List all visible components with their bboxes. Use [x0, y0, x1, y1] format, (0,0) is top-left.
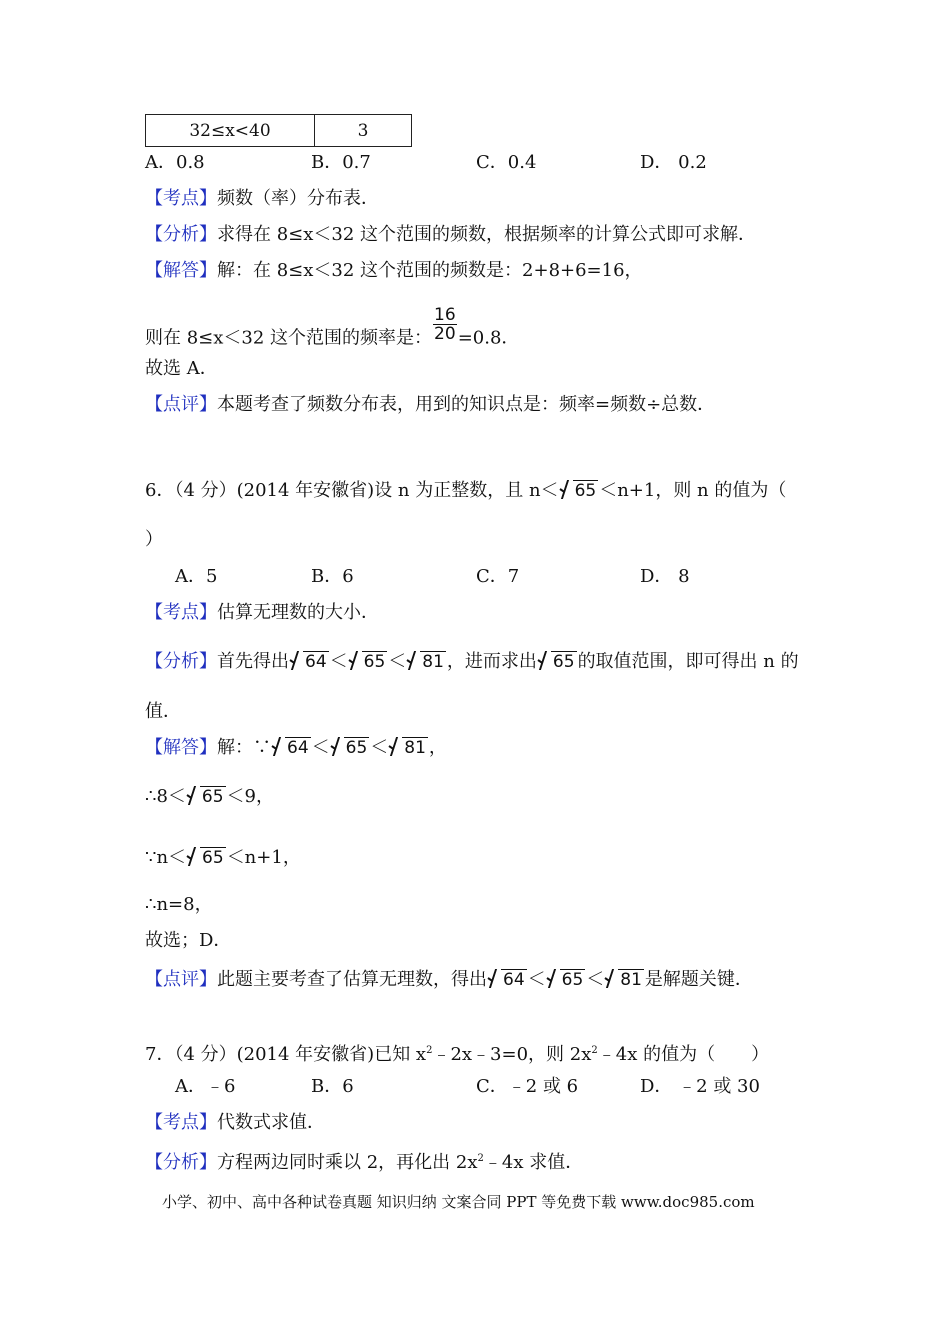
- q6-option-b: B．6: [311, 566, 354, 587]
- superscript-2: 2: [426, 1045, 433, 1056]
- q7-option-d: D． ﹣2 或 30: [640, 1076, 760, 1097]
- sqrt-81: [407, 650, 446, 674]
- fenxi-tag: 【分析】: [145, 1152, 217, 1173]
- fraction-denominator: 20: [434, 324, 456, 344]
- q5-frequency-line: [145, 305, 520, 357]
- q6-stem-prefix: 6．（4 分）(2014 年安徽省)设 n 为正整数，且 n＜: [145, 480, 559, 501]
- q6-step2: [145, 846, 301, 870]
- q6-kaodian: [145, 601, 379, 625]
- fraction-numerator: 16: [434, 305, 456, 325]
- fenxi-suffix: 的取值范围，即可得出 n 的: [577, 651, 799, 672]
- less-than: ＜: [311, 737, 330, 758]
- kaodian-tag: 【考点】: [145, 1112, 217, 1133]
- table-cell-range: 32≤x<40: [146, 115, 315, 147]
- q6-choice: 故选；D．: [145, 930, 232, 951]
- kaodian-text: 频数（率）分布表．: [217, 188, 379, 209]
- radicand: 65: [345, 738, 368, 758]
- frequency-result: =0.8．: [457, 327, 520, 349]
- dianping-prefix: 此题主要考查了估算无理数，得出: [217, 969, 487, 990]
- radicand: 65: [552, 652, 575, 672]
- sqrt-81: [389, 736, 428, 760]
- q6-option-c: C．7: [476, 566, 520, 587]
- sqrt-65: [547, 968, 586, 992]
- sqrt-65: [538, 650, 577, 674]
- fenxi-text: 求得在 8≤x＜32 这个范围的频数，根据频率的计算公式即可求解．: [217, 224, 757, 245]
- q5-fenxi: [145, 223, 756, 247]
- kaodian-text: 代数式求值．: [217, 1112, 325, 1133]
- q6-step1: [145, 785, 274, 809]
- kaodian-tag: 【考点】: [145, 188, 217, 209]
- fenxi-part-b: ﹣4x 求值．: [483, 1152, 584, 1173]
- dianping-suffix: 是解题关键．: [644, 969, 753, 990]
- radicand: 65: [363, 652, 386, 672]
- q7-stem-part-b: ﹣2x﹣3=0，则 2x: [432, 1044, 592, 1065]
- radicand: 65: [202, 848, 224, 868]
- dianping-text: 本题考查了频数分布表，用到的知识点是：频率=频数÷总数．: [217, 394, 716, 415]
- jieda-text: 解：在 8≤x＜32 这个范围的频数是：2+8+6=16，: [217, 260, 643, 281]
- jieda-prefix: 解：∵: [217, 737, 271, 758]
- q6-stem-line2: ）: [145, 529, 163, 550]
- q5-option-b: B．0.7: [311, 152, 371, 173]
- less-than: ＜: [527, 969, 546, 990]
- radicand: 65: [574, 481, 597, 501]
- superscript-2: 2: [591, 1045, 598, 1056]
- q7-stem: [145, 1039, 769, 1067]
- sqrt-64: [272, 736, 311, 760]
- radicand: 65: [201, 787, 224, 807]
- kaodian-text: 估算无理数的大小．: [217, 602, 379, 623]
- dianping-tag: 【点评】: [145, 969, 217, 990]
- less-than: ＜: [388, 651, 407, 672]
- table-cell-count: 3: [315, 115, 412, 147]
- radicand: 64: [287, 738, 309, 758]
- sqrt-64: [290, 650, 329, 674]
- fraction: [433, 306, 457, 343]
- q7-stem-part-a: 7．（4 分）(2014 年安徽省)已知 x: [145, 1044, 427, 1065]
- radicand: 81: [620, 970, 642, 990]
- page-footer: 小学、初中、高中各种试卷真题 知识归纳 文案合同 PPT 等免费下载 www.doc985.com: [162, 1193, 755, 1211]
- radicand: 64: [503, 970, 525, 990]
- q7-stem-part-c: ﹣4x 的值为（ ）: [597, 1044, 770, 1065]
- q5-choice: 故选 A．: [145, 358, 218, 379]
- jieda-tag: 【解答】: [145, 737, 217, 758]
- sqrt-65: [331, 736, 370, 760]
- step2-prefix: ∵n＜: [145, 847, 187, 868]
- fenxi-prefix: 首先得出: [217, 651, 289, 672]
- sqrt-65: [187, 846, 226, 870]
- sqrt-65: [349, 650, 388, 674]
- q6-fenxi-line2: 值．: [145, 701, 181, 722]
- frequency-prefix: 则在 8≤x＜32 这个范围的频率是：: [145, 327, 433, 349]
- sqrt-64: [488, 968, 527, 992]
- sqrt-65: [187, 785, 226, 809]
- step2-suffix: ＜n+1，: [226, 847, 301, 868]
- q7-option-b: B．6: [311, 1076, 354, 1097]
- fenxi-tag: 【分析】: [145, 651, 217, 672]
- q6-stem-suffix: ＜n+1，则 n 的值为（: [599, 480, 787, 501]
- radicand: 65: [561, 970, 584, 990]
- q5-dianping: [145, 393, 715, 417]
- sqrt-65: [560, 479, 599, 503]
- q6-jieda: [145, 736, 447, 760]
- jieda-tag: 【解答】: [145, 260, 217, 281]
- radicand: 64: [305, 652, 327, 672]
- q5-option-c: C．0.4: [476, 152, 537, 173]
- dianping-tag: 【点评】: [145, 394, 217, 415]
- kaodian-tag: 【考点】: [145, 602, 217, 623]
- q7-option-a: A．﹣6: [175, 1076, 236, 1097]
- table-row: [146, 115, 412, 147]
- frequency-table: [145, 114, 412, 147]
- sqrt-81: [605, 968, 644, 992]
- comma: ，: [428, 737, 447, 758]
- radicand: 81: [404, 738, 426, 758]
- q7-kaodian: [145, 1111, 325, 1135]
- q6-option-a: A．5: [175, 566, 218, 587]
- q6-step3: ∴n=8，: [145, 894, 213, 915]
- q5-kaodian: [145, 187, 379, 211]
- q7-option-c: C．﹣2 或 6: [476, 1076, 579, 1097]
- q5-option-a: A．0.8: [145, 152, 205, 173]
- less-than: ＜: [370, 737, 389, 758]
- q6-fenxi: [145, 650, 799, 674]
- q5-option-d: D． 0.2: [640, 152, 707, 173]
- q6-option-d: D． 8: [640, 566, 690, 587]
- q6-stem: [145, 479, 786, 503]
- fenxi-tag: 【分析】: [145, 224, 217, 245]
- q6-dianping: [145, 968, 753, 992]
- fenxi-middle: ，进而求出: [446, 651, 537, 672]
- step1-suffix: ＜9，: [226, 786, 274, 807]
- less-than: ＜: [586, 969, 605, 990]
- step1-prefix: ∴8＜: [145, 786, 186, 807]
- q5-jieda: [145, 259, 643, 283]
- radicand: 81: [422, 652, 444, 672]
- less-than: ＜: [329, 651, 348, 672]
- superscript-2: 2: [477, 1153, 484, 1164]
- fenxi-part-a: 方程两边同时乘以 2，再化出 2x: [217, 1152, 478, 1173]
- q7-fenxi: [145, 1147, 583, 1175]
